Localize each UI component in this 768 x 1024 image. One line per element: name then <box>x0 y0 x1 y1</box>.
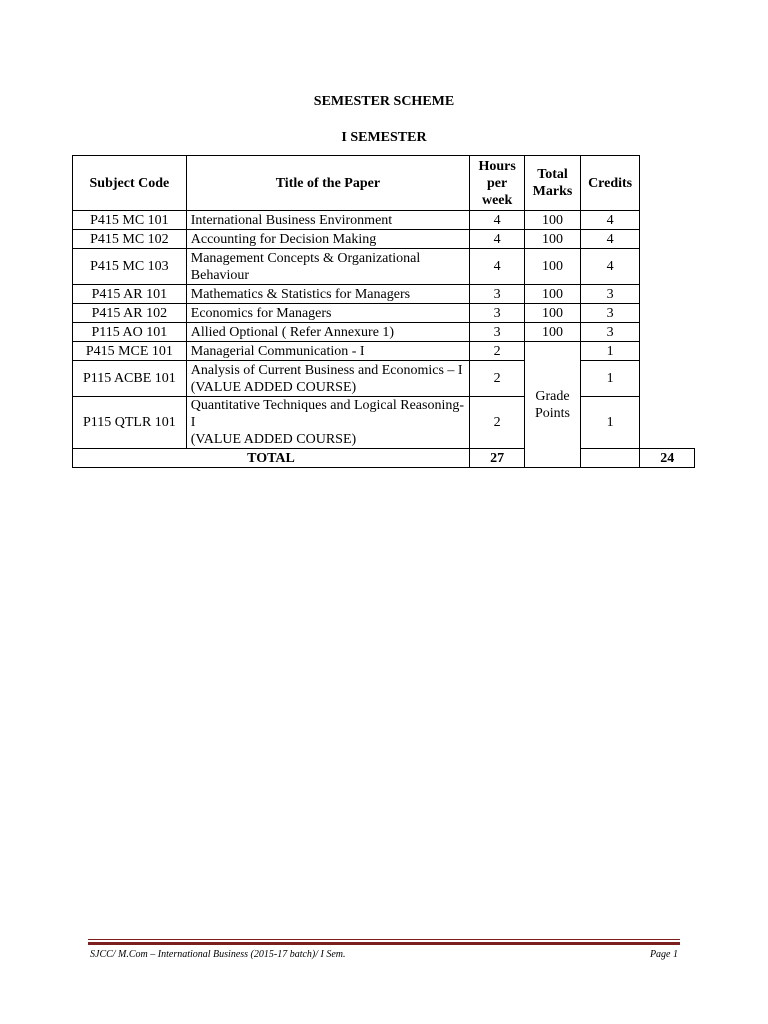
marks-value: 100 <box>525 211 581 230</box>
hours-value: 3 <box>470 323 525 342</box>
hours-value: 4 <box>470 249 525 285</box>
paper-title: International Business Environment <box>186 211 469 230</box>
credits-value: 3 <box>580 304 640 323</box>
credits-value: 4 <box>580 230 640 249</box>
paper-title: Allied Optional ( Refer Annexure 1) <box>186 323 469 342</box>
hours-value: 4 <box>470 230 525 249</box>
hours-value: 2 <box>470 361 525 397</box>
page-number: Page 1 <box>649 949 678 960</box>
paper-title: Mathematics & Statistics for Managers <box>186 285 469 304</box>
paper-title-line: Analysis of Current Business and Economics – I <box>190 362 463 378</box>
paper-title: Economics for Managers <box>186 304 469 323</box>
marks-value: 100 <box>525 304 581 323</box>
table-row <box>73 285 695 304</box>
hours-value: 3 <box>470 304 525 323</box>
subject-code: P415 MC 101 <box>73 211 187 230</box>
table-row <box>73 249 695 285</box>
hours-value: 4 <box>470 211 525 230</box>
total-row <box>73 449 695 468</box>
table-row <box>73 397 695 449</box>
semester-subtitle: I SEMESTER <box>341 130 427 145</box>
total-marks-empty <box>580 449 640 468</box>
subject-code: P415 MC 103 <box>73 249 187 285</box>
total-label: TOTAL <box>73 449 470 468</box>
table-row <box>73 323 695 342</box>
paper-title <box>186 361 469 397</box>
credits-value: 4 <box>580 249 640 285</box>
paper-title: Accounting for Decision Making <box>186 230 469 249</box>
header-hours-per-week: Hours per week <box>470 156 525 211</box>
footer-course-info: SJCC/ M.Com – International Business (2015-17 batch)/ I Sem. <box>90 949 346 960</box>
marks-value: 100 <box>525 249 581 285</box>
header-total-marks: Total Marks <box>525 156 581 211</box>
table-row <box>73 230 695 249</box>
subject-code: P415 MCE 101 <box>73 342 187 361</box>
header-credits: Credits <box>580 156 640 211</box>
marks-value: 100 <box>525 323 581 342</box>
credits-value: 3 <box>580 323 640 342</box>
table-row <box>73 211 695 230</box>
paper-title-line: (VALUE ADDED COURSE) <box>190 379 357 395</box>
table-header-row <box>73 156 695 211</box>
table-row <box>73 342 695 361</box>
paper-title: Management Concepts & Organizational Behaviour <box>186 249 469 285</box>
subject-code: P415 MC 102 <box>73 230 187 249</box>
credits-value: 1 <box>580 361 640 397</box>
paper-title-line: (VALUE ADDED COURSE) <box>190 432 357 447</box>
paper-title <box>186 397 469 449</box>
hours-value: 2 <box>470 342 525 361</box>
subject-code: P115 ACBE 101 <box>73 361 187 397</box>
total-credits: 24 <box>640 449 695 468</box>
footer-divider <box>88 939 680 940</box>
subject-code: P115 AO 101 <box>73 323 187 342</box>
subject-code: P115 QTLR 101 <box>73 397 187 449</box>
credits-value: 3 <box>580 285 640 304</box>
marks-value: 100 <box>525 230 581 249</box>
document-title: SEMESTER SCHEME <box>313 94 455 109</box>
grade-points-cell: Grade Points <box>525 342 581 468</box>
credits-value: 4 <box>580 211 640 230</box>
total-hours: 27 <box>470 449 525 468</box>
footer-divider-thick <box>88 942 680 945</box>
table-row <box>73 304 695 323</box>
table-row <box>73 361 695 397</box>
hours-value: 2 <box>470 397 525 449</box>
subject-code: P415 AR 101 <box>73 285 187 304</box>
hours-value: 3 <box>470 285 525 304</box>
marks-value: 100 <box>525 285 581 304</box>
credits-value: 1 <box>580 397 640 449</box>
subject-code: P415 AR 102 <box>73 304 187 323</box>
header-title-of-paper: Title of the Paper <box>186 156 469 211</box>
credits-value: 1 <box>580 342 640 361</box>
header-subject-code: Subject Code <box>73 156 187 211</box>
paper-title: Managerial Communication - I <box>186 342 469 361</box>
paper-title-line: Quantitative Techniques and Logical Reasoning- I <box>190 398 465 430</box>
semester-scheme-table <box>72 155 695 468</box>
